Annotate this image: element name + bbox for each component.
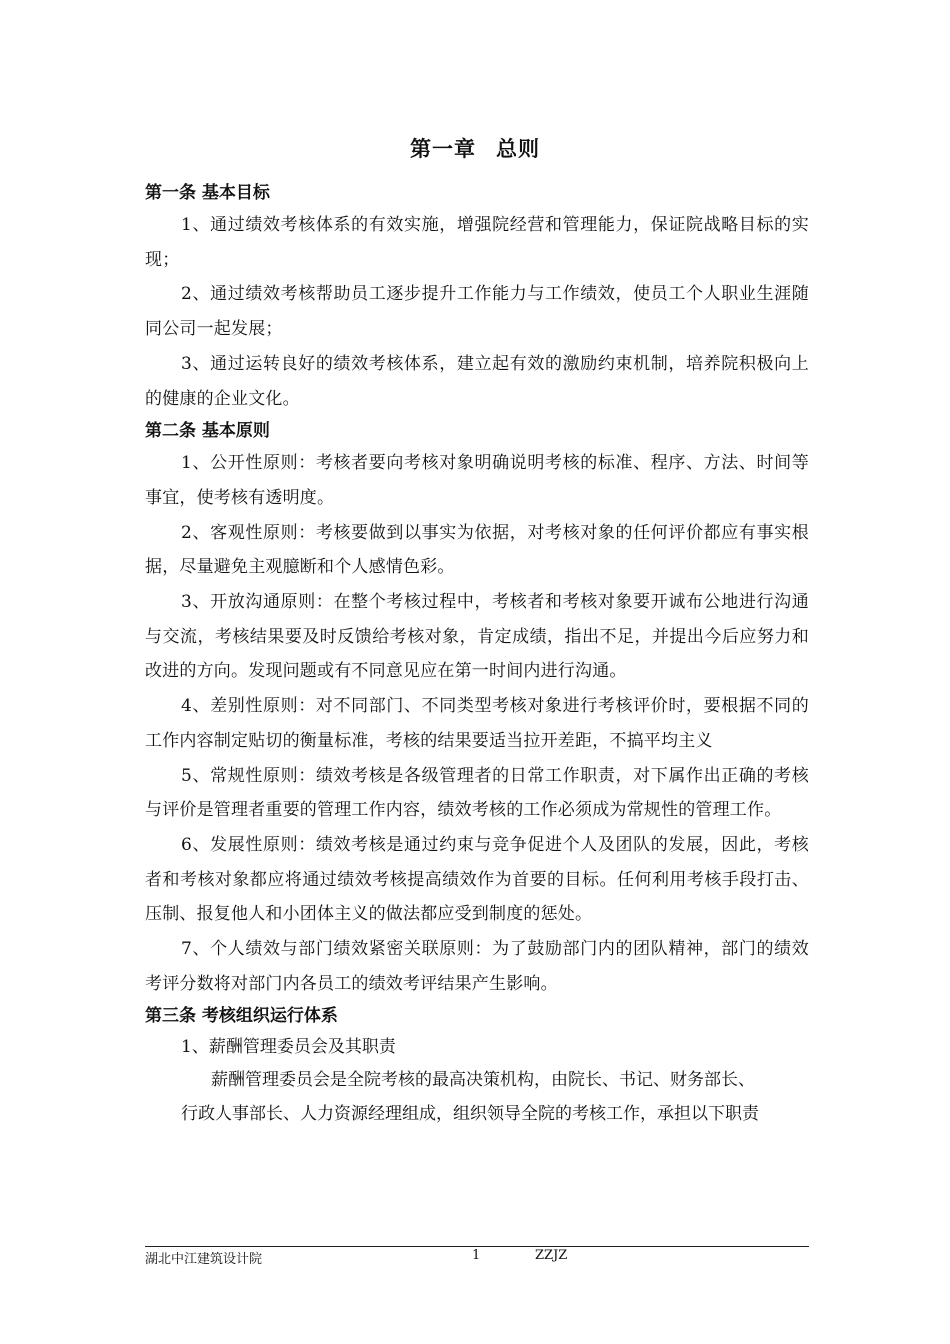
chapter-title-number: 第一章: [410, 137, 476, 161]
section-heading: 第一条 基本目标: [145, 183, 270, 203]
footer-organization: 湖北中江建筑设计院: [145, 1252, 263, 1267]
paragraph: 4、差别性原则：对不同部门、不同类型考核对象进行考核评价时，要根据不同的工作内容制定贴切的衡量标准，考核的结果要适当拉开差距，不搞平均主义: [145, 696, 809, 751]
paragraph: 3、通过运转良好的绩效考核体系，建立起有效的激励约束机制，培养院积极向上的健康的企业文化。: [145, 353, 809, 409]
paragraph: 2、客观性原则：考核要做到以事实为依据，对考核对象的任何评价都应有事实根据，尽量避免主观臆断和个人感情色彩。: [145, 522, 809, 578]
sub-paragraph-line: 行政人事部长、人力资源经理组成，组织领导全院的考核工作，承担以下职责: [181, 1104, 759, 1125]
chapter-title-text: 总则: [496, 137, 540, 161]
sub-paragraph-line: 薪酬管理委员会是全院考核的最高决策机构，由院长、书记、财务部长、: [211, 1070, 755, 1091]
paragraph: 6、发展性原则：绩效考核是通过约束与竞争促进个人及团队的发展，因此，考核者和考核对象都应将通过绩效考核提高绩效作为首要的目标。任何利用考核手段打击、压制、报复他人和小团体主义的做法都应受到制度的惩处。: [145, 834, 809, 925]
paragraph: 2、通过绩效考核帮助员工逐步提升工作能力与工作绩效，使员工个人职业生涯随同公司一起发展；: [145, 284, 809, 340]
paragraph: 3、开放沟通原则：在整个考核过程中，考核者和考核对象要开诚布公地进行沟通与交流，考核结果要及时反馈给考核对象，肯定成绩，指出不足，并提出今后应努力和改进的方向。发现问题或有不同意见应在第一时间内进行沟通。: [145, 592, 809, 682]
sub-item: 1、薪酬管理委员会及其职责: [181, 1037, 396, 1058]
footer-code: ZZJZ: [535, 1248, 568, 1263]
paragraph: 1、公开性原则：考核者要向考核对象明确说明考核的标准、程序、方法、时间等事宜，使考核有透明度。: [145, 453, 809, 508]
chapter-title: [0, 133, 950, 163]
paragraph: 7、个人绩效与部门绩效紧密关联原则：为了鼓励部门内的团队精神，部门的绩效考评分数将对部门内各员工的绩效考评结果产生影响。: [145, 939, 809, 994]
footer-page-number: 1: [472, 1248, 481, 1263]
section-heading: 第二条 基本原则: [145, 421, 270, 442]
paragraph: 5、常规性原则：绩效考核是各级管理者的日常工作职责，对下属作出正确的考核与评价是管理者重要的管理工作内容，绩效考核的工作必须成为常规性的管理工作。: [145, 765, 809, 821]
document-body: [145, 178, 809, 1131]
section-heading: 第三条 考核组织运行体系: [145, 1006, 338, 1027]
footer-divider: [145, 1246, 809, 1247]
paragraph: 1、通过绩效考核体系的有效实施，增强院经营和管理能力，保证院战略目标的实现；: [145, 215, 809, 270]
